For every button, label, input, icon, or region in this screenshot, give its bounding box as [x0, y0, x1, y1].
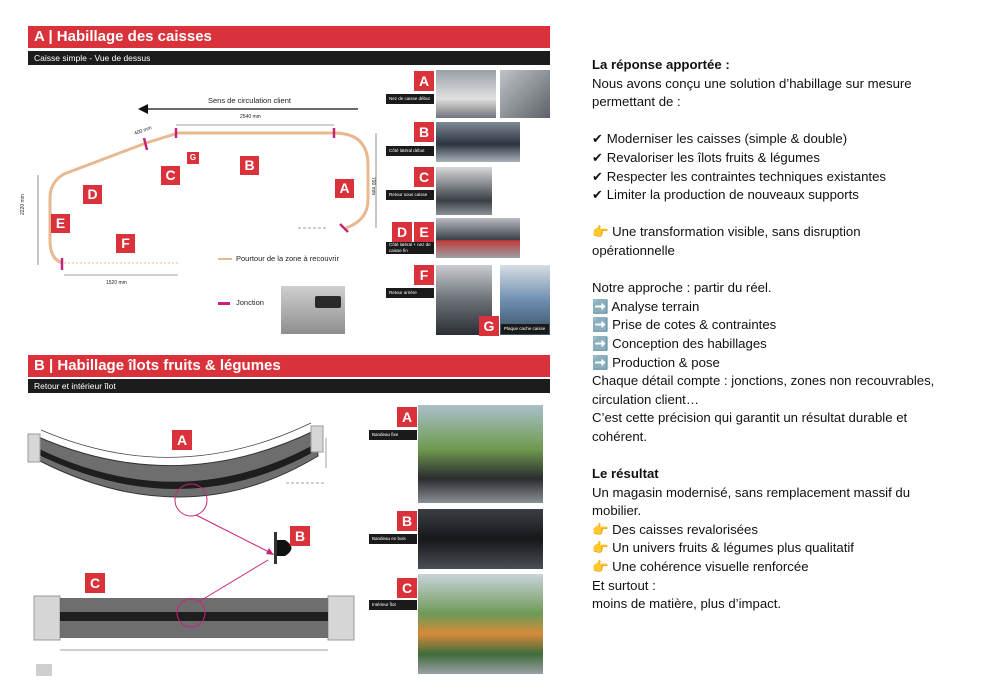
detail-line-1: Chaque détail compte : jonctions, zones non recouvrables,: [592, 373, 935, 389]
dim-top: 2540 mm: [240, 114, 261, 120]
result-intro-2: mobilier.: [592, 503, 642, 519]
closing-line-1: Et surtout :: [592, 577, 656, 593]
flow-label: Sens de circulation client: [208, 96, 291, 105]
section-a-subtitle: Caisse simple - Vue de dessus: [28, 51, 550, 65]
transformation-line-1: 👉 Une transformation visible, sans disruption: [592, 224, 861, 240]
dim-right: 790 mm: [370, 176, 377, 196]
description-panel: [592, 56, 982, 614]
junction-legend-swatch: [218, 302, 230, 305]
zone-f-label: F: [116, 234, 135, 253]
dim-bottom: 1520 mm: [106, 280, 127, 286]
island-diagram: [26, 418, 376, 680]
island-photo-b: [418, 509, 543, 569]
photo-a-1: [436, 70, 496, 118]
transformation-line-2: opérationnelle: [592, 242, 675, 258]
photo-f-caption: Retour arrière: [386, 288, 434, 298]
zone-b-label: B: [240, 156, 259, 175]
island-zone-a-label: A: [172, 430, 192, 450]
result-item: 👉 Une cohérence visuelle renforcée: [592, 559, 809, 575]
intro-line-2: permettant de :: [592, 94, 681, 110]
island-photo-b-label: B: [397, 511, 417, 531]
detail-line-2: circulation client…: [592, 391, 700, 407]
island-photo-c: [418, 574, 543, 674]
approach-step: ➡️ Prise de cotes & contraintes: [592, 317, 777, 333]
closing-line-2: moins de matière, plus d’impact.: [592, 596, 782, 612]
junction-photo: [281, 286, 345, 334]
junction-legend: Jonction: [236, 298, 264, 307]
island-zone-c-label: C: [85, 573, 105, 593]
photo-e-label: E: [414, 222, 434, 242]
check-item: ✔ Moderniser les caisses (simple & double): [592, 131, 848, 147]
photo-c-label: C: [414, 167, 434, 187]
photo-a-caption: Nez de caisse début: [386, 94, 434, 104]
dim-left: 2220 mm: [20, 194, 26, 215]
contour-legend: Pourtour de la zone à recouvrir: [236, 254, 339, 263]
photo-de-caption: Côté latéral + nez de caisse fin: [386, 242, 434, 254]
island-photo-c-label: C: [397, 578, 417, 598]
photo-b: [436, 122, 520, 162]
precision-line-1: C’est cette précision qui garantit un résultat durable et: [592, 410, 908, 426]
island-photo-c-caption: Intérieur îlot: [369, 600, 417, 610]
approach-step: ➡️ Production & pose: [592, 354, 720, 370]
zone-d-label: D: [83, 185, 102, 204]
approach-step: ➡️ Analyse terrain: [592, 298, 700, 314]
photo-f-label: F: [414, 265, 434, 285]
photo-g-caption: Plaque cache caisse: [501, 324, 549, 334]
photo-c-caption: Retour sous caisse: [386, 190, 434, 200]
approach-step: ➡️ Conception des habillages: [592, 335, 767, 351]
dim-diag: 400 mm: [133, 125, 153, 137]
approach-title: Notre approche : partir du réel.: [592, 280, 772, 296]
island-photo-b-caption: Bandeau en bois: [369, 534, 417, 544]
result-heading: Le résultat: [592, 466, 659, 482]
response-heading: La réponse apportée :: [592, 57, 730, 72]
zone-e-label: E: [51, 214, 70, 233]
photo-de: [436, 218, 520, 258]
photo-c: [436, 167, 492, 215]
check-item: ✔ Limiter la production de nouveaux supports: [592, 187, 859, 203]
island-photo-a-caption: Bandeau fixe: [369, 430, 417, 440]
photo-g-label: G: [479, 316, 499, 336]
section-b-title: B | Habillage îlots fruits & légumes: [28, 355, 550, 377]
section-b-subtitle: Retour et intérieur îlot: [28, 379, 550, 393]
zone-c-label: C: [161, 166, 180, 185]
section-a-title: A | Habillage des caisses: [28, 26, 550, 48]
photo-a-label: A: [414, 71, 434, 91]
photo-b-label: B: [414, 122, 434, 142]
photo-b-caption: Côté latéral début: [386, 146, 434, 156]
intro-line-1: Nous avons conçu une solution d’habillage sur mesure: [592, 75, 912, 91]
island-photo-a: [418, 405, 543, 503]
precision-line-2: cohérent.: [592, 428, 647, 444]
result-item: 👉 Des caisses revalorisées: [592, 521, 758, 537]
photo-a-2: [500, 70, 550, 118]
island-zone-b-label: B: [290, 526, 310, 546]
contour-legend-swatch: [218, 258, 232, 260]
photo-d-label: D: [392, 222, 412, 242]
check-item: ✔ Revaloriser les îlots fruits & légumes: [592, 149, 820, 165]
island-photo-a-label: A: [397, 407, 417, 427]
result-intro-1: Un magasin modernisé, sans remplacement massif du: [592, 484, 911, 500]
zone-a-label: A: [335, 179, 354, 198]
check-item: ✔ Respecter les contraintes techniques existantes: [592, 168, 887, 184]
result-item: 👉 Un univers fruits & légumes plus qualitatif: [592, 540, 854, 556]
zone-g-label: G: [187, 152, 199, 164]
